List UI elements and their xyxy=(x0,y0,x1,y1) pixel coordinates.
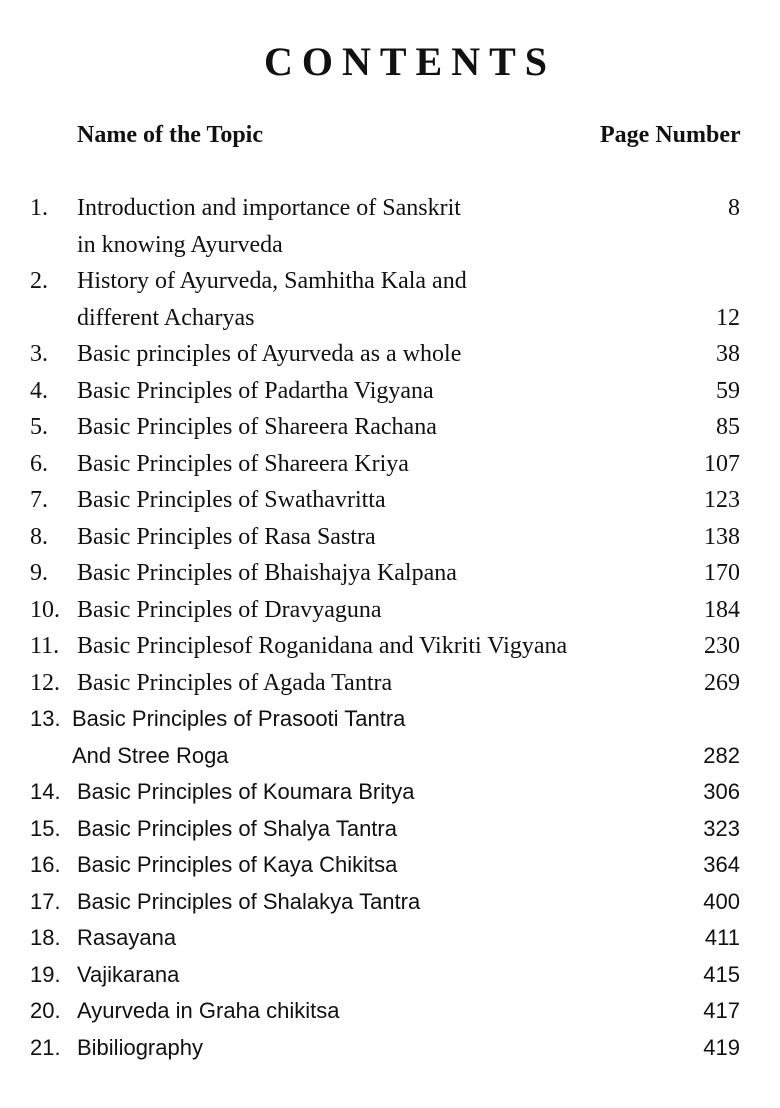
entry-topic: Bibiliography xyxy=(77,1034,203,1060)
toc-entry-line xyxy=(0,920,780,957)
toc-entry-line xyxy=(0,373,780,410)
toc-entry-line xyxy=(0,519,780,556)
toc-entry-line xyxy=(0,592,780,629)
entry-page-number: 364 xyxy=(703,852,740,877)
entry-page-number: 85 xyxy=(716,414,740,440)
entry-topic: Basic Principles of Shalakya Tantra xyxy=(77,888,421,914)
entry-page-number: 123 xyxy=(704,487,740,513)
toc-entry-line xyxy=(0,263,780,300)
entry-number: 11. xyxy=(30,633,60,659)
entry-topic: Basic Principlesof Roganidana and Vikriti Vigyana xyxy=(77,633,568,659)
entry-topic: Basic Principles of Shalya Tantra xyxy=(77,815,397,841)
table-of-contents xyxy=(0,190,780,1066)
entry-number: 10. xyxy=(30,596,60,623)
entry-topic: Basic Principles of Shareera Rachana xyxy=(77,414,437,440)
page-title: CONTENTS xyxy=(263,39,557,84)
toc-entry-line xyxy=(0,555,780,592)
entry-number: 12. xyxy=(30,669,60,696)
entry-topic: in knowing Ayurveda xyxy=(77,231,283,258)
toc-entry-line xyxy=(0,190,780,227)
entry-number: 9. xyxy=(30,560,48,586)
entry-topic: Basic principles of Ayurveda as a whole xyxy=(77,341,462,367)
entry-number: 20. xyxy=(30,998,61,1023)
entry-page-number: 411 xyxy=(704,925,740,950)
entry-page-number: 107 xyxy=(704,450,740,477)
entry-topic: Basic Principles of Bhaishajya Kalpana xyxy=(77,560,457,586)
entry-topic: Basic Principles of Prasooti Tantra xyxy=(72,706,406,731)
toc-entry-line xyxy=(0,847,780,884)
entry-number: 8. xyxy=(30,523,48,550)
entry-number: 13. xyxy=(30,706,61,731)
entry-number: 4. xyxy=(30,377,48,404)
entry-page-number: 417 xyxy=(703,998,740,1023)
toc-entry-line xyxy=(0,336,780,373)
entry-topic: Rasayana xyxy=(77,925,177,950)
entry-number: 6. xyxy=(30,450,48,477)
toc-entry-line xyxy=(0,446,780,483)
toc-entry-line xyxy=(0,665,780,702)
entry-topic: Basic Principles of Agada Tantra xyxy=(77,669,393,696)
entry-topic: Vajikarana xyxy=(77,961,180,987)
entry-number: 3. xyxy=(30,341,48,367)
entry-topic: Basic Principles of Padartha Vigyana xyxy=(77,377,434,404)
toc-entry-line xyxy=(0,884,780,921)
entry-number: 19. xyxy=(30,961,61,987)
entry-topic: Basic Principles of Dravyaguna xyxy=(77,596,382,623)
toc-entry-line xyxy=(0,811,780,848)
toc-entry-line xyxy=(0,482,780,519)
page-number-column-header: Page Number xyxy=(600,122,741,148)
entry-number: 2. xyxy=(30,268,48,294)
entry-page-number: 269 xyxy=(704,669,740,696)
toc-entry-line xyxy=(0,957,780,994)
entry-page-number: 59 xyxy=(716,377,740,404)
toc-entry-line xyxy=(0,628,780,665)
entry-number: 16. xyxy=(30,852,61,877)
entry-page-number: 230 xyxy=(704,633,740,659)
entry-page-number: 38 xyxy=(716,341,740,367)
entry-number: 14. xyxy=(30,779,61,804)
toc-entry-line xyxy=(0,300,780,337)
entry-topic: Ayurveda in Graha chikitsa xyxy=(77,998,340,1023)
entry-page-number: 170 xyxy=(704,560,740,586)
entry-number: 18. xyxy=(30,925,61,950)
entry-page-number: 323 xyxy=(703,815,740,841)
entry-topic: Basic Principles of Koumara Britya xyxy=(77,779,415,804)
entry-page-number: 282 xyxy=(703,742,740,768)
entry-number: 7. xyxy=(30,487,48,513)
entry-number: 17. xyxy=(30,888,61,914)
entry-number: 21. xyxy=(30,1034,61,1060)
entry-number: 1. xyxy=(30,195,48,221)
entry-topic: Basic Principles of Shareera Kriya xyxy=(77,450,409,477)
toc-entry-line xyxy=(0,993,780,1030)
entry-number: 15. xyxy=(30,815,61,841)
entry-topic: And Stree Roga xyxy=(72,742,229,768)
entry-topic: Basic Principles of Swathavritta xyxy=(77,487,386,513)
entry-topic: Basic Principles of Kaya Chikitsa xyxy=(77,852,398,877)
entry-page-number: 12 xyxy=(716,304,740,331)
entry-number: 5. xyxy=(30,414,48,440)
entry-topic: Introduction and importance of Sanskrit xyxy=(77,195,461,221)
toc-entry-line xyxy=(0,774,780,811)
entry-page-number: 306 xyxy=(703,779,740,804)
toc-entry-line xyxy=(0,701,780,738)
toc-entry-line xyxy=(0,738,780,775)
entry-page-number: 184 xyxy=(704,596,740,623)
entry-page-number: 138 xyxy=(704,523,740,550)
entry-topic: different Acharyas xyxy=(77,304,255,331)
toc-entry-line xyxy=(0,409,780,446)
entry-page-number: 400 xyxy=(703,888,740,914)
entry-page-number: 419 xyxy=(703,1034,740,1060)
topic-column-header: Name of the Topic xyxy=(77,122,263,148)
toc-entry-line xyxy=(0,227,780,264)
toc-entry-line xyxy=(0,1030,780,1067)
entry-topic: Basic Principles of Rasa Sastra xyxy=(77,523,376,550)
entry-topic: History of Ayurveda, Samhitha Kala and xyxy=(77,268,467,294)
entry-page-number: 415 xyxy=(703,961,740,987)
entry-page-number: 8 xyxy=(728,195,740,221)
